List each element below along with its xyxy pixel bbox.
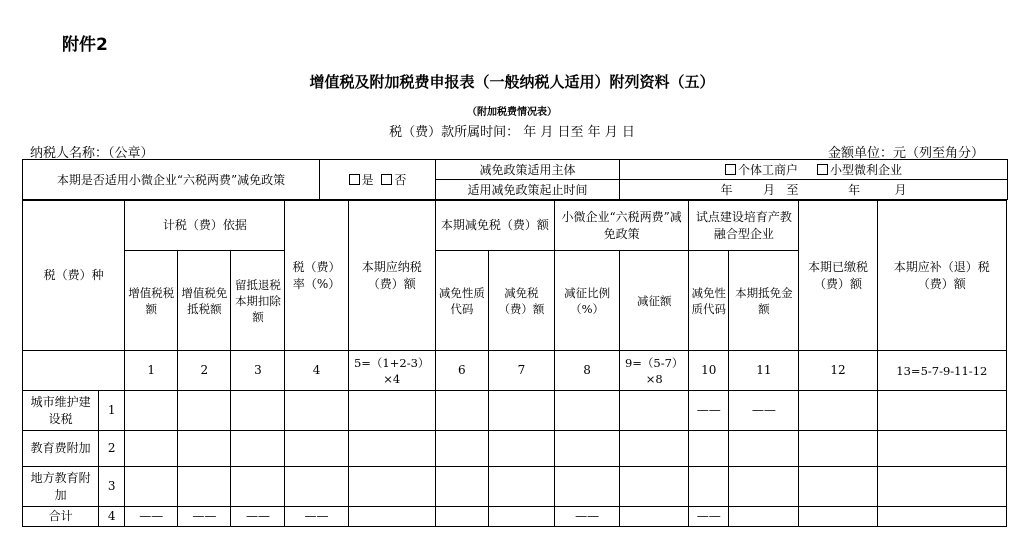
cell[interactable] [435,507,488,527]
taxpayer-name-label: 纳税人名称：（公章） [30,146,154,161]
row-name: 教育费附加 [23,431,99,467]
small-micro-group-header: 小微企业“六税两费”减免政策 [555,201,689,251]
retained-refund-header: 留抵退税本期扣除额 [231,251,285,351]
row-num: 1 [99,391,125,431]
no-label: 否 [394,173,407,187]
cell-dash: —— [689,391,729,431]
cell[interactable] [689,467,729,507]
policy-table [22,159,1008,200]
cell-dash: —— [555,507,620,527]
cell[interactable] [799,391,877,431]
cell[interactable] [555,467,620,507]
cell[interactable] [555,391,620,431]
cell[interactable] [488,431,554,467]
numbers-row-blank [23,351,125,391]
cell[interactable] [877,391,1006,431]
cell[interactable] [729,467,799,507]
cell[interactable] [435,467,488,507]
table-row-total [23,507,1007,527]
reduction-group-header: 本期减免税（费）额 [435,201,554,251]
form-subtitle: （附加税费情况表） [467,107,557,118]
policy-yes-no [320,160,436,200]
no-checkbox[interactable] [381,174,392,185]
cell[interactable] [877,431,1006,467]
pilot-code-header: 减免性质代码 [689,251,729,351]
cell[interactable] [729,507,799,527]
basis-header: 计税（费）依据 [125,201,285,251]
reduction-sum-header: 减征额 [620,251,689,351]
cell[interactable] [435,431,488,467]
cell[interactable] [348,467,435,507]
cell[interactable] [488,467,554,507]
period-label: 适用减免政策起止时间 [436,180,620,200]
cell[interactable] [285,467,348,507]
col-number: 4 [285,351,348,391]
cell[interactable] [555,431,620,467]
row-name: 城市维护建设税 [23,391,99,431]
cell[interactable] [620,431,689,467]
tax-period: 税（费）款所属时间： 年 月 日至 年 月 日 [389,125,635,140]
month1: 月 [763,183,776,197]
offset-amount-header: 本期抵免金额 [729,251,799,351]
col-number: 13=5-7-9-11-12 [877,351,1006,391]
cell[interactable] [620,391,689,431]
cell[interactable] [285,391,348,431]
cell[interactable] [178,467,231,507]
row-num: 3 [99,467,125,507]
table-row [23,431,1007,467]
row-num: 2 [99,431,125,467]
cell[interactable] [231,431,285,467]
tax-type-header: 税（费）种 [23,201,125,351]
reduction-ratio-header: 减征比例（%） [555,251,620,351]
cell[interactable] [125,391,178,431]
col-number: 2 [178,351,231,391]
small-micro-checkbox[interactable] [817,164,828,175]
cell-dash: —— [689,507,729,527]
cell[interactable] [231,391,285,431]
cell[interactable] [348,391,435,431]
vat-amount-header: 增值税税额 [125,251,178,351]
individual-label: 个体工商户 [737,163,798,177]
pilot-group-header: 试点建设培育产教融合型企业 [689,201,799,251]
col-number: 3 [231,351,285,391]
yes-checkbox[interactable] [349,174,360,185]
cell-dash: —— [285,507,348,527]
cell[interactable] [285,431,348,467]
col-number: 9=（5-7）×8 [620,351,689,391]
cell[interactable] [877,467,1006,507]
table-row [23,391,1007,431]
paid-header: 本期已缴税（费）额 [799,201,877,351]
cell[interactable] [435,391,488,431]
cell[interactable] [231,467,285,507]
period-range [620,180,1008,200]
cell[interactable] [799,431,877,467]
year1: 年 [720,183,733,197]
col-number: 7 [488,351,554,391]
cell[interactable] [799,467,877,507]
small-micro-label: 小型微利企业 [830,163,903,177]
cell[interactable] [348,507,435,527]
year2: 年 [848,183,861,197]
form-title: 增值税及附加税费申报表（一般纳税人适用）附列资料（五） [309,73,715,91]
col-number: 12 [799,351,877,391]
cell-dash: —— [125,507,178,527]
col-number: 1 [125,351,178,391]
subject-options [620,160,1008,180]
amount-unit-label: 金额单位：元（列至角分） [827,146,984,161]
cell[interactable] [125,467,178,507]
yes-label: 是 [361,173,374,187]
cell-dash: —— [729,391,799,431]
cell[interactable] [877,507,1006,527]
cell[interactable] [488,507,554,527]
row-name: 地方教育附加 [23,467,99,507]
cell[interactable] [488,391,554,431]
subject-label: 减免政策适用主体 [436,160,620,180]
supplement-header: 本期应补（退）税（费）额 [877,201,1006,351]
reduction-amount-header: 减免税（费）额 [488,251,554,351]
reduction-code-header: 减免性质代码 [435,251,488,351]
cell[interactable] [178,431,231,467]
row-num: 4 [99,507,125,527]
col-number: 10 [689,351,729,391]
vat-exempt-header: 增值税免抵税额 [178,251,231,351]
tax-table [22,200,1007,527]
cell[interactable] [620,507,689,527]
to-label: 至 [786,183,799,197]
table-row [23,467,1007,507]
cell[interactable] [799,507,877,527]
col-number: 5=（1+2-3）×4 [348,351,435,391]
policy-question: 本期是否适用小微企业“六税两费”减免政策 [23,160,320,200]
cell[interactable] [620,467,689,507]
individual-checkbox[interactable] [725,164,736,175]
cell-dash: —— [178,507,231,527]
row-name: 合计 [23,507,99,527]
col-number: 8 [555,351,620,391]
month2: 月 [894,183,907,197]
attachment-label: 附件2 [62,35,108,55]
col-number: 6 [435,351,488,391]
cell[interactable] [689,431,729,467]
cell[interactable] [729,431,799,467]
cell[interactable] [178,391,231,431]
cell[interactable] [348,431,435,467]
payable-header: 本期应纳税（费）额 [348,201,435,351]
rate-header: 税（费）率（%） [285,201,348,351]
cell[interactable] [125,431,178,467]
cell-dash: —— [231,507,285,527]
col-number: 11 [729,351,799,391]
